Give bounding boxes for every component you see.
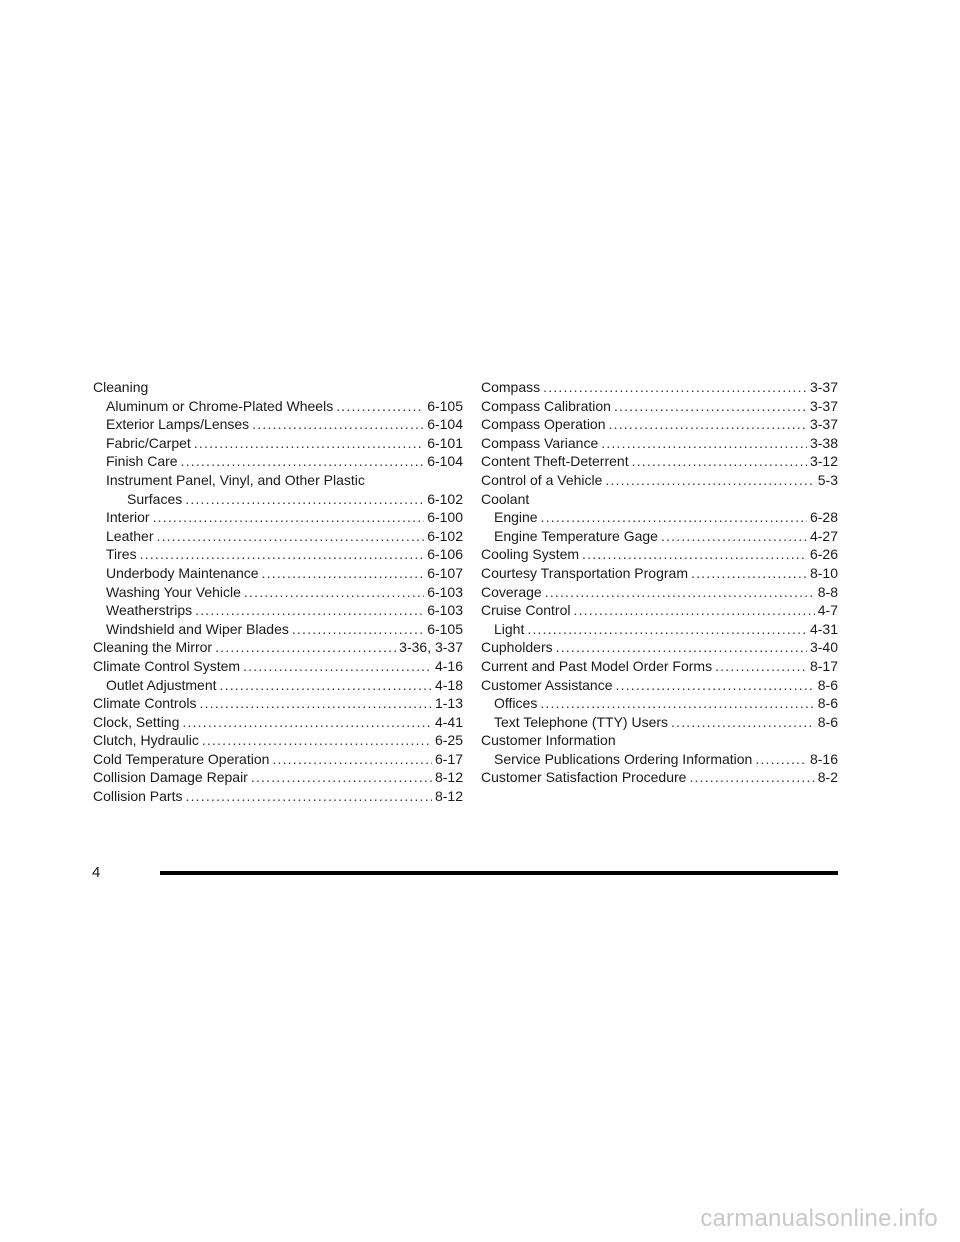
footer-rule	[160, 871, 838, 875]
index-entry-label: Current and Past Model Order Forms	[481, 657, 713, 674]
index-entry-compass-variance	[481, 434, 838, 453]
dot-leader	[545, 583, 815, 602]
index-entry-compass-calibration	[481, 397, 838, 416]
index-entry-clutch-hydraulic	[93, 731, 463, 750]
index-entry-label: Clock, Setting	[93, 713, 180, 730]
dot-leader	[243, 657, 432, 676]
dot-leader	[582, 545, 807, 564]
index-entry-page: 4-41	[434, 713, 463, 730]
index-entry-label: Collision Parts	[93, 788, 183, 805]
index-entry-page: 6-104	[427, 453, 463, 470]
index-entry-label: Text Telephone (TTY) Users	[494, 713, 669, 730]
dot-leader	[251, 768, 432, 787]
index-entry-page: 5-3	[817, 471, 838, 488]
index-entry-page: 4-27	[809, 527, 838, 544]
index-entry-cooling-system	[481, 545, 838, 564]
index-entry-page: 4-18	[434, 676, 463, 693]
index-entry-page: 3-38	[809, 434, 838, 451]
index-entry-tires	[93, 545, 463, 564]
index-entry-label: Control of a Vehicle	[481, 471, 603, 488]
index-column-left	[93, 378, 463, 806]
index-entry-page: 3-37	[809, 379, 838, 395]
index-entry-page: 4-31	[809, 620, 838, 637]
dot-leader	[540, 694, 814, 713]
index-entry-page: 8-16	[809, 750, 838, 767]
index-entry-coverage	[481, 583, 838, 602]
dot-leader	[244, 583, 424, 602]
index-heading-customer-information: Customer Information	[481, 732, 616, 749]
dot-leader	[691, 564, 807, 583]
dot-leader	[755, 750, 807, 769]
index-entry-service-publications-ordering-information	[481, 750, 838, 769]
index-entry-page: 8-12	[434, 788, 463, 805]
index-entry-label: Climate Control System	[93, 657, 241, 674]
index-entry-page: 6-26	[809, 546, 838, 563]
index-entry-label: Engine Temperature Gage	[494, 527, 658, 544]
index-entry-label: Compass Calibration	[481, 397, 611, 414]
index-entry-label: Compass Operation	[481, 416, 606, 433]
index-entry-page: 6-102	[427, 527, 463, 544]
dot-leader	[541, 508, 807, 527]
dot-leader	[292, 620, 424, 639]
index-entry-cruise-control	[481, 601, 838, 620]
dot-leader	[605, 471, 814, 490]
index-heading-cleaning: Cleaning	[93, 379, 149, 395]
index-entry-label: Finish Care	[106, 453, 178, 470]
dot-leader	[616, 676, 815, 695]
index-entry-label: Customer Assistance	[481, 676, 613, 693]
index-entry-label: Washing Your Vehicle	[106, 583, 241, 600]
page-number: 4	[92, 864, 101, 881]
dot-leader	[661, 527, 807, 546]
index-entry-label: Leather	[106, 527, 154, 544]
dot-leader	[527, 620, 807, 639]
index-entry-label: Light	[494, 620, 525, 637]
index-entry-washing-your-vehicle	[93, 583, 463, 602]
dot-leader	[220, 676, 432, 695]
dot-leader	[182, 713, 432, 732]
dot-leader	[194, 434, 424, 453]
index-entry-page: 3-37	[809, 416, 838, 433]
index-entry-page: 6-105	[427, 397, 463, 414]
index-entry-page: 4-16	[434, 657, 463, 674]
index-entry-finish-care	[93, 452, 463, 471]
dot-leader	[140, 545, 425, 564]
index-entry-light	[481, 620, 838, 639]
index-entry-fabric-carpet	[93, 434, 463, 453]
index-entry-page: 8-12	[434, 769, 463, 786]
index-entry-page: 8-6	[817, 676, 838, 693]
dot-leader	[543, 378, 807, 397]
index-heading-coolant: Coolant	[481, 490, 530, 507]
index-entry-page: 8-2	[817, 769, 838, 786]
index-entry-page: 6-101	[427, 434, 463, 451]
index-entry-page: 6-103	[427, 602, 463, 619]
dot-leader	[262, 564, 425, 583]
index-entry-label: Offices	[494, 695, 538, 712]
index-entry-cleaning-the-mirror	[93, 638, 463, 657]
index-entry-label: Compass	[481, 379, 541, 395]
index-entry-label: Cooling System	[481, 546, 580, 563]
index-entry-page: 8-17	[809, 657, 838, 674]
dot-leader	[573, 601, 814, 620]
dot-leader	[715, 657, 807, 676]
index-entry-collision-parts	[93, 787, 463, 806]
index-entry-leather	[93, 527, 463, 546]
dot-leader	[632, 452, 807, 471]
index-entry-label: Content Theft-Deterrent	[481, 453, 629, 470]
index-entry-page: 6-102	[427, 490, 463, 507]
index-entry-page: 8-8	[817, 583, 838, 600]
index-entry-label: Customer Satisfaction Procedure	[481, 769, 687, 786]
index-entry-page: 6-104	[427, 416, 463, 433]
index-entry-compass	[481, 378, 838, 397]
index-entry-page: 6-100	[427, 509, 463, 526]
index-entry-label: Aluminum or Chrome-Plated Wheels	[106, 397, 334, 414]
index-entry-label: Windshield and Wiper Blades	[106, 620, 289, 637]
index-entry-engine	[481, 508, 838, 527]
index-entry-weatherstrips	[93, 601, 463, 620]
index-entry-label: Cruise Control	[481, 602, 571, 619]
index-entry-label: Clutch, Hydraulic	[93, 732, 199, 749]
dot-leader	[185, 490, 424, 509]
index-entry-content-theft-deterrent	[481, 452, 838, 471]
dot-leader	[689, 768, 814, 787]
index-entry-page: 6-103	[427, 583, 463, 600]
index-entry-page: 8-6	[817, 695, 838, 712]
index-entry-label: Interior	[106, 509, 150, 526]
index-entry-label: Climate Controls	[93, 695, 197, 712]
index-entry-label: Outlet Adjustment	[106, 676, 217, 693]
index-entry-label: Surfaces	[127, 490, 183, 507]
index-entry-customer-satisfaction-procedure	[481, 768, 838, 787]
index-entry-label: Fabric/Carpet	[106, 434, 191, 451]
dot-leader	[153, 508, 425, 527]
index-entry-exterior-lamps-lenses	[93, 415, 463, 434]
index-entry-label: Cold Temperature Operation	[93, 750, 270, 767]
dot-leader	[609, 415, 807, 434]
dot-leader	[181, 452, 425, 471]
index-column-right	[481, 378, 838, 787]
dot-leader	[185, 787, 431, 806]
index-entry-clock-setting	[93, 713, 463, 732]
index-entry-climate-control-system	[93, 657, 463, 676]
dot-leader	[156, 527, 424, 546]
dot-leader	[601, 434, 807, 453]
dot-leader	[556, 638, 807, 657]
index-entry-surfaces	[93, 490, 463, 509]
index-entry-page: 3-12	[809, 453, 838, 470]
index-entry-windshield-and-wiper-blades	[93, 620, 463, 639]
index-entry-label: Courtesy Transportation Program	[481, 564, 688, 581]
index-entry-page: 6-105	[427, 620, 463, 637]
index-entry-outlet-adjustment	[93, 676, 463, 695]
index-entry-page: 6-107	[427, 564, 463, 581]
index-entry-page: 3-40	[809, 639, 838, 656]
dot-leader	[272, 750, 432, 769]
index-entry-label: Service Publications Ordering Information	[494, 750, 753, 767]
index-entry-engine-temperature-gage	[481, 527, 838, 546]
index-entry-offices	[481, 694, 838, 713]
dot-leader	[215, 638, 396, 657]
dot-leader	[671, 713, 815, 732]
index-entry-underbody-maintenance	[93, 564, 463, 583]
index-entry-climate-controls	[93, 694, 463, 713]
index-entry-control-of-a-vehicle	[481, 471, 838, 490]
index-entry-label: Exterior Lamps/Lenses	[106, 416, 250, 433]
index-entry-page: 6-17	[434, 750, 463, 767]
index-entry-customer-assistance	[481, 676, 838, 695]
index-entry-page: 6-25	[434, 732, 463, 749]
index-entry-label: Collision Damage Repair	[93, 769, 248, 786]
index-entry-courtesy-transportation-program	[481, 564, 838, 583]
index-entry-page: 6-106	[427, 546, 463, 563]
index-entry-page: 8-6	[817, 713, 838, 730]
index-entry-label: Weatherstrips	[106, 602, 193, 619]
index-entry-page: 6-28	[809, 509, 838, 526]
index-entry-label: Underbody Maintenance	[106, 564, 259, 581]
index-entry-cupholders	[481, 638, 838, 657]
index-entry-page: 8-10	[809, 564, 838, 581]
index-entry-label: Engine	[494, 509, 538, 526]
dot-leader	[195, 601, 424, 620]
index-entry-label: Compass Variance	[481, 434, 599, 451]
index-entry-page: 1-13	[434, 695, 463, 712]
dot-leader	[199, 694, 431, 713]
index-heading-instrument-panel-vinyl-and-other-plastic: Instrument Panel, Vinyl, and Other Plastic	[106, 471, 365, 488]
index-entry-label: Coverage	[481, 583, 542, 600]
index-entry-label: Tires	[106, 546, 137, 563]
index-entry-collision-damage-repair	[93, 768, 463, 787]
dot-leader	[614, 397, 807, 416]
index-entry-compass-operation	[481, 415, 838, 434]
dot-leader	[252, 415, 424, 434]
dot-leader	[202, 731, 432, 750]
index-entry-page: 3-37	[809, 397, 838, 414]
index-entry-label: Cupholders	[481, 639, 553, 656]
index-entry-page: 3-36, 3-37	[399, 639, 463, 656]
index-entry-cold-temperature-operation	[93, 750, 463, 769]
index-entry-current-and-past-model-order-forms	[481, 657, 838, 676]
index-entry-interior	[93, 508, 463, 527]
index-entry-aluminum-or-chrome-plated-wheels	[93, 397, 463, 416]
index-entry-text-telephone-tty-users	[481, 713, 838, 732]
index-entry-page: 4-7	[817, 602, 838, 619]
dot-leader	[336, 397, 424, 416]
watermark: carmanualsonline.info	[700, 1205, 938, 1232]
index-entry-label: Cleaning the Mirror	[93, 639, 213, 656]
